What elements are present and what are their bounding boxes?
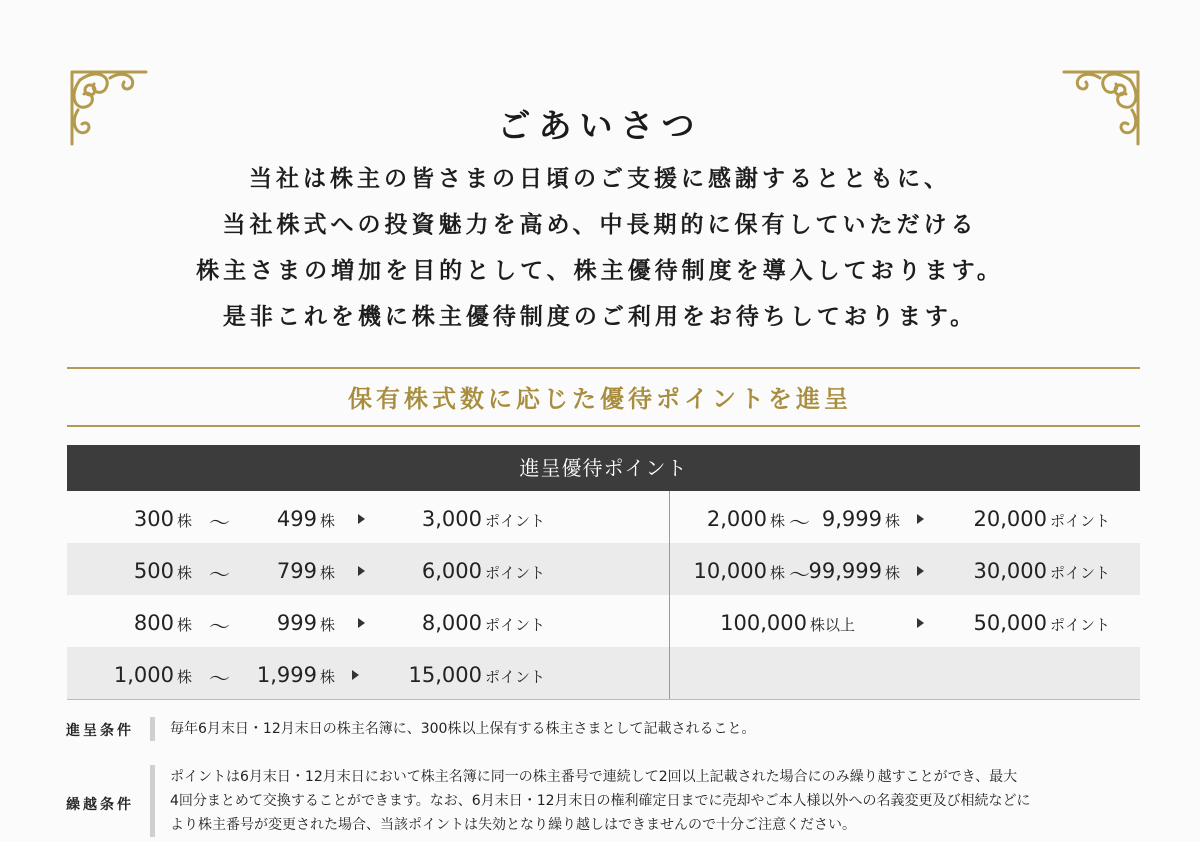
share-to: 9,999 株 [821,507,900,531]
arrow-right-icon [358,566,365,576]
table-header: 進呈優待ポイント [67,445,1140,491]
share-threshold: 100,000 株以上 [720,611,855,635]
share-to: 999 株 [276,611,335,635]
range-separator: 〜 [789,511,810,535]
points-value: 50,000 ポイント [973,611,1110,635]
share-from: 1,000 株 [113,663,192,687]
gift-condition-label: 進呈条件 [66,723,134,739]
points-value: 6,000 ポイント [421,559,545,583]
condition-bar [150,765,155,837]
range-separator: 〜 [209,563,230,587]
carry-condition-line: ポイントは6月末日・12月末日において株主名簿に同一の株主番号で連続して2回以上記載された場合にのみ繰り越すことができ、最大 [170,769,1018,785]
gold-divider-top [67,367,1140,369]
points-value: 15,000 ポイント [408,663,545,687]
share-from: 800 株 [133,611,192,635]
column-divider [669,491,670,700]
carry-condition-line: 4回分まとめて交換することができます。なお、6月末日・12月末日の権利確定日までに売却やご本人様以外への名義変更及び相続などに [170,793,1031,809]
arrow-right-icon [917,618,924,628]
points-value: 30,000 ポイント [973,559,1110,583]
range-separator: 〜 [209,511,230,535]
section-title: 保有株式数に応じた優待ポイントを進呈 [348,384,852,413]
share-from: 500 株 [133,559,192,583]
share-from: 300 株 [133,507,192,531]
greeting-line: 当社株式への投資魅力を高め、中長期的に保有していただける [222,211,978,238]
greeting-line: 是非これを機に株主優待制度のご利用をお待ちしております。 [222,303,978,330]
share-to: 99,999 株 [808,559,900,583]
range-separator: 〜 [209,667,230,691]
arrow-right-icon [917,514,924,524]
range-separator: 〜 [209,615,230,639]
share-to: 1,999 株 [256,663,335,687]
carry-condition-text [170,765,1031,837]
share-from: 2,000 株 [706,507,785,531]
gold-divider-bottom [67,425,1140,427]
share-to: 799 株 [276,559,335,583]
points-table [67,445,1140,700]
gift-condition-text: 毎年6月末日・12月末日の株主名簿に、300株以上保有する株主さまとして記載されること。 [170,721,756,737]
carry-condition-line: より株主番号が変更された場合、当該ポイントは失効となり繰り越しはできませんので十分ご注意ください。 [170,817,856,833]
points-value: 8,000 ポイント [421,611,545,635]
arrow-right-icon [358,618,365,628]
arrow-right-icon [358,514,365,524]
range-separator: 〜 [789,563,810,587]
points-value: 20,000 ポイント [973,507,1110,531]
greeting-title: ごあいさつ [497,106,703,145]
greeting-body [0,156,1200,340]
greeting-line: 株主さまの増加を目的として、株主優待制度を導入しております。 [196,257,1004,284]
condition-bar [150,717,155,741]
share-from: 10,000 株 [693,559,785,583]
share-to: 499 株 [276,507,335,531]
greeting-line: 当社は株主の皆さまの日頃のご支援に感謝するとともに、 [249,165,951,192]
points-value: 3,000 ポイント [421,507,545,531]
arrow-right-icon [352,670,359,680]
carry-condition-label: 繰越条件 [66,797,134,813]
arrow-right-icon [917,566,924,576]
table-bottom-border [67,699,1140,700]
